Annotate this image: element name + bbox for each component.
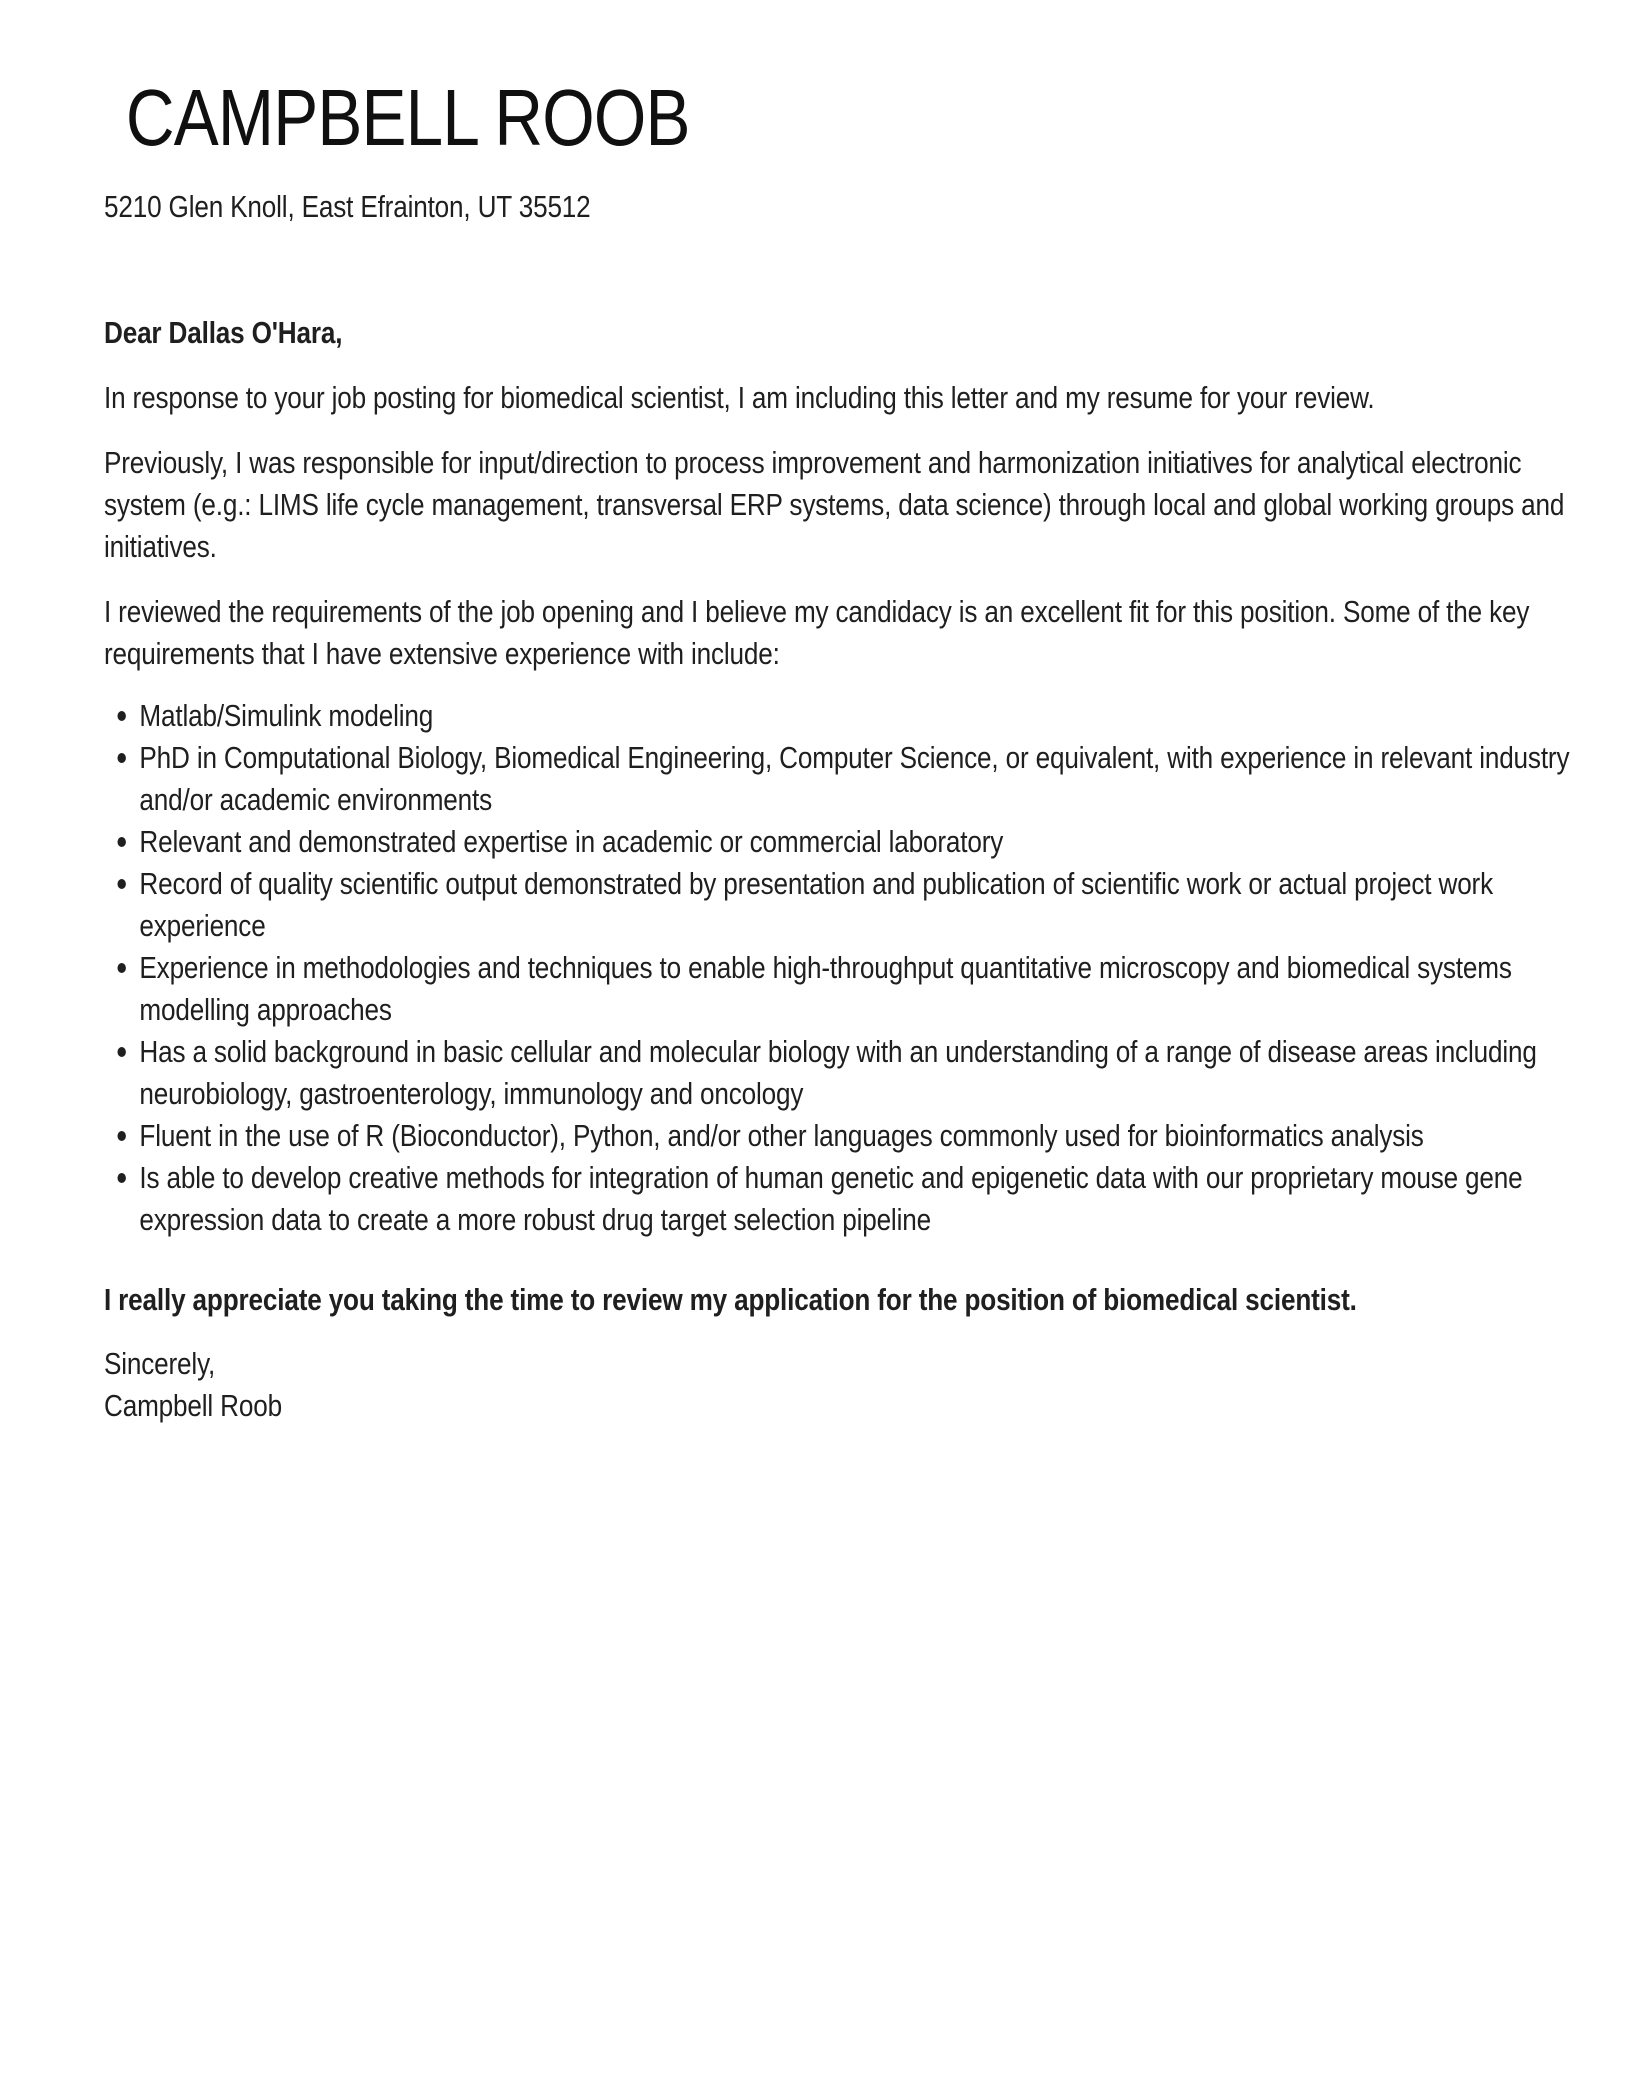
experience-paragraph: Previously, I was responsible for input/direction to process improvement and harmonization initiatives for analytical electronic system (e.g.: LIMS life cycle management, transversal ERP systems, data science) through local and global working groups and initiatives. [104, 445, 1565, 564]
requirement-item: Matlab/Simulink modeling [104, 695, 1571, 737]
requirement-item: Record of quality scientific output demonstrated by presentation and publication of scientific work or actual project work experience [104, 863, 1571, 947]
applicant-name: CAMPBELL ROOB [125, 73, 690, 162]
requirement-item: Fluent in the use of R (Bioconductor), Python, and/or other languages commonly used for bioinformatics analysis [104, 1115, 1571, 1157]
requirement-item: Experience in methodologies and techniques to enable high-throughput quantitative microscopy and biomedical systems modelling approaches [104, 947, 1571, 1031]
signature-name: Campbell Roob [104, 1388, 282, 1423]
requirement-item: PhD in Computational Biology, Biomedical Engineering, Computer Science, or equivalent, with experience in relevant industry and/or academic environments [104, 737, 1571, 821]
requirement-item: Relevant and demonstrated expertise in academic or commercial laboratory [104, 821, 1571, 863]
requirement-item: Is able to develop creative methods for integration of human genetic and epigenetic data with our proprietary mouse gene expression data to create a more robust drug target selection pipeline [104, 1157, 1571, 1241]
requirement-item: Has a solid background in basic cellular and molecular biology with an understanding of a range of disease areas including neurobiology, gastroenterology, immunology and oncology [104, 1031, 1571, 1115]
requirements-intro-paragraph: I reviewed the requirements of the job opening and I believe my candidacy is an excellent fit for this position. Some of the key requirements that I have extensive experience with include: [104, 594, 1530, 671]
salutation: Dear Dallas O'Hara, [104, 315, 343, 350]
intro-paragraph: In response to your job posting for biomedical scientist, I am including this letter and my resume for your review. [104, 380, 1375, 415]
letter-body [104, 74, 1571, 1427]
closing-paragraph: I really appreciate you taking the time to review my application for the position of biomedical scientist. [104, 1282, 1357, 1317]
applicant-address: 5210 Glen Knoll, East Efrainton, UT 35512 [104, 189, 591, 224]
signoff: Sincerely, [104, 1346, 216, 1381]
requirements-list [104, 695, 1571, 1241]
signoff-block [104, 1343, 1571, 1427]
